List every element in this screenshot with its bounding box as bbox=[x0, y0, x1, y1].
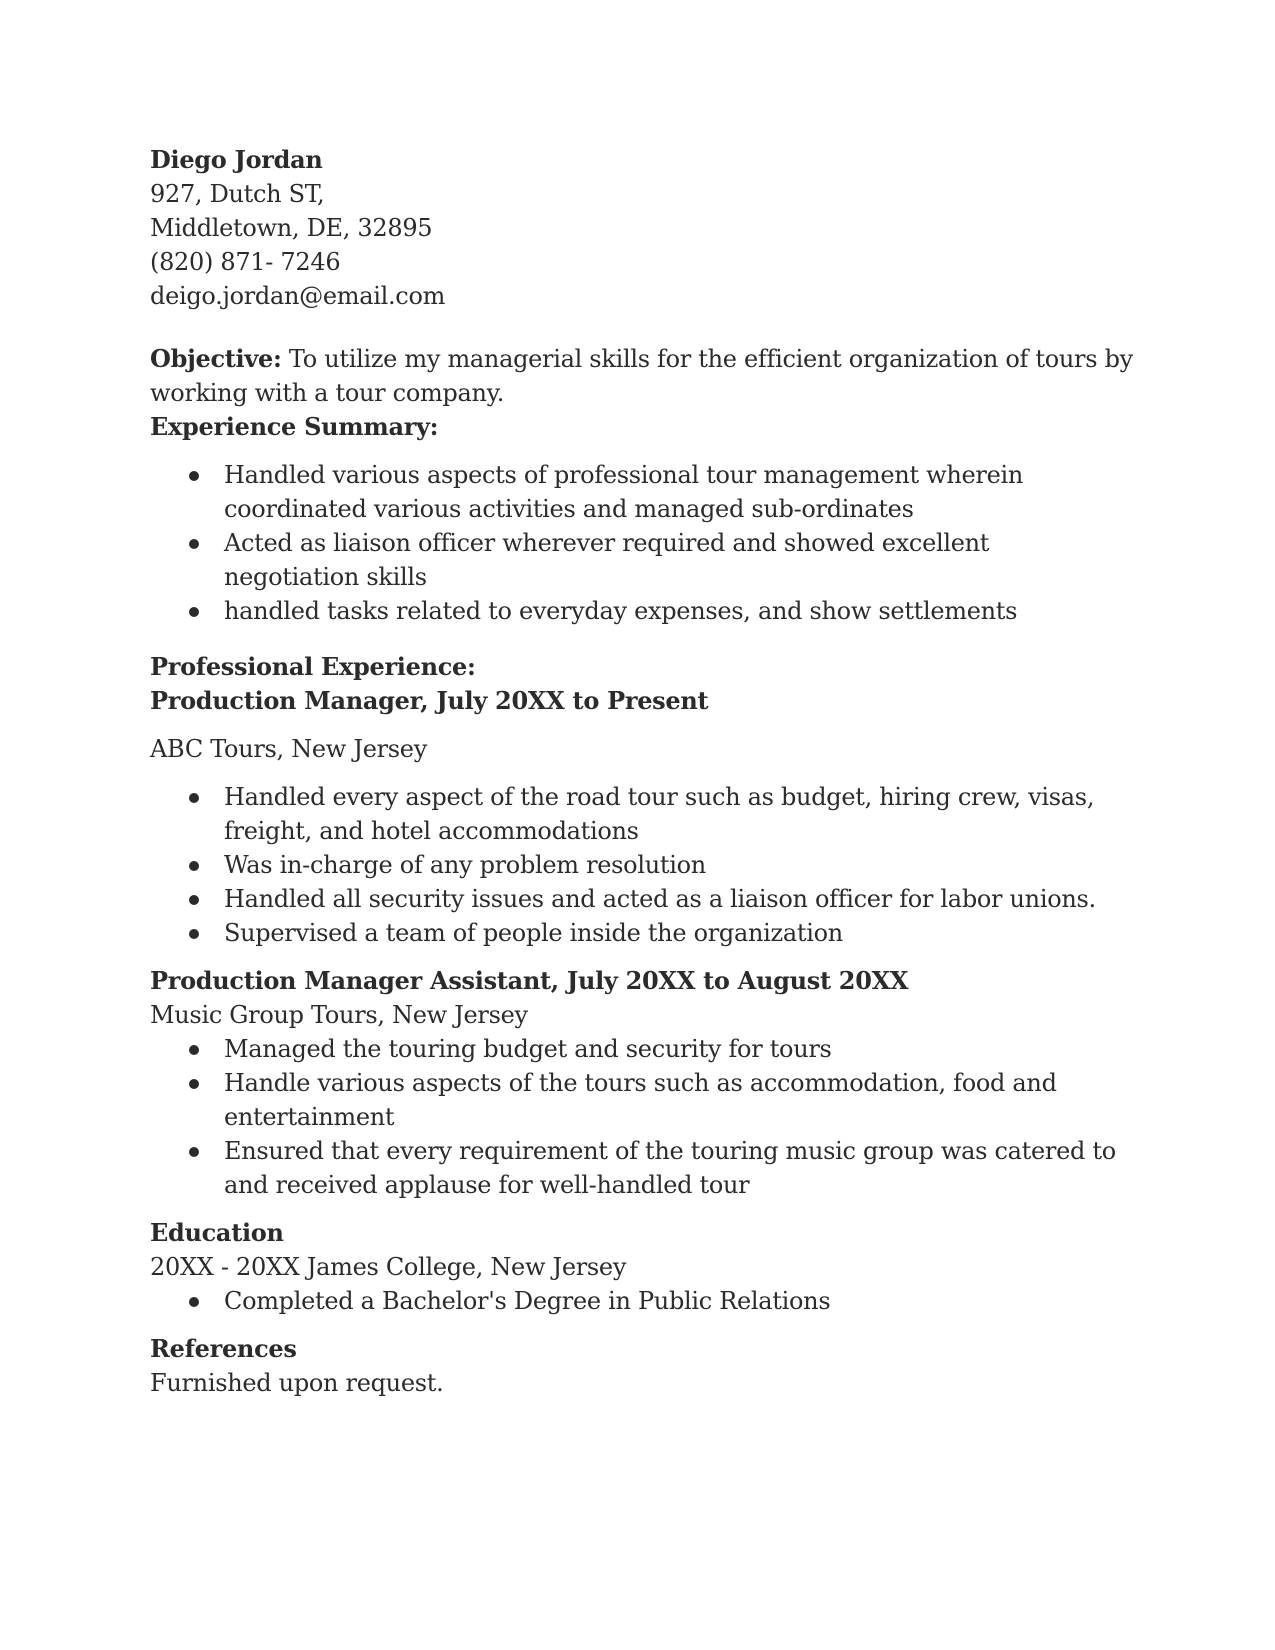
bullet-icon bbox=[189, 607, 199, 617]
list-item bbox=[150, 882, 1124, 916]
references-text: Furnished upon request. bbox=[150, 1369, 444, 1397]
summary-section bbox=[150, 410, 1150, 628]
experience-heading: Professional Experience: bbox=[150, 652, 476, 681]
education-heading: Education bbox=[150, 1218, 284, 1247]
list-item bbox=[150, 1066, 1124, 1134]
bullet-icon bbox=[189, 861, 199, 871]
resume-document bbox=[150, 143, 1150, 1400]
education-section bbox=[150, 1216, 1150, 1318]
list-item bbox=[150, 1032, 1124, 1066]
address-line-2: Middletown, DE, 32895 bbox=[150, 214, 433, 242]
list-item-text: Completed a Bachelor's Degree in Public Relations bbox=[224, 1287, 831, 1315]
objective-text-continued: working with a tour company. bbox=[150, 379, 505, 407]
list-item-text: Was in-charge of any problem resolution bbox=[224, 851, 706, 879]
list-item-text: Handled every aspect of the road tour such as budget, hiring crew, visas, freight, and hotel accommodations bbox=[224, 783, 1095, 845]
summary-heading: Experience Summary: bbox=[150, 412, 439, 441]
job-company: ABC Tours, New Jersey bbox=[150, 735, 427, 763]
bullet-icon bbox=[189, 471, 199, 481]
list-item-text: Handled various aspects of professional tour management wherein coordinated various activities and managed sub-ordinates bbox=[224, 461, 1024, 523]
list-item-text: Ensured that every requirement of the touring music group was catered to and received applause for well-handled tour bbox=[224, 1137, 1116, 1199]
bullet-icon bbox=[189, 1147, 199, 1157]
bullet-icon bbox=[189, 1297, 199, 1307]
bullet-icon bbox=[189, 1045, 199, 1055]
bullet-icon bbox=[189, 929, 199, 939]
contact-block bbox=[150, 143, 1150, 313]
experience-section bbox=[150, 650, 1150, 1202]
bullet-icon bbox=[189, 793, 199, 803]
list-item-text: Handled all security issues and acted as a liaison officer for labor unions. bbox=[224, 885, 1096, 913]
list-item bbox=[150, 594, 1124, 628]
email-address: deigo.jordan@email.com bbox=[150, 282, 446, 310]
education-line: 20XX - 20XX James College, New Jersey bbox=[150, 1253, 627, 1281]
list-item-text: Acted as liaison officer wherever required and showed excellent negotiation skills bbox=[224, 529, 990, 591]
address-line-1: 927, Dutch ST, bbox=[150, 180, 325, 208]
bullet-icon bbox=[189, 1079, 199, 1089]
objective-text: To utilize my managerial skills for the efficient organization of tours by bbox=[281, 345, 1133, 373]
list-item-text: handled tasks related to everyday expenses, and show settlements bbox=[224, 597, 1018, 625]
job-title: Production Manager Assistant, July 20XX to August 20XX bbox=[150, 966, 909, 995]
applicant-name: Diego Jordan bbox=[150, 145, 323, 174]
job-company: Music Group Tours, New Jersey bbox=[150, 1001, 528, 1029]
objective-label: Objective: bbox=[150, 344, 282, 373]
education-list bbox=[150, 1284, 1150, 1318]
list-item bbox=[150, 780, 1124, 848]
list-item bbox=[150, 526, 1124, 594]
job-duties-list bbox=[150, 780, 1150, 950]
summary-list bbox=[150, 458, 1150, 628]
list-item-text: Managed the touring budget and security for tours bbox=[224, 1035, 832, 1063]
phone-number: (820) 871- 7246 bbox=[150, 248, 341, 276]
references-section bbox=[150, 1332, 1150, 1400]
references-heading: References bbox=[150, 1334, 297, 1363]
list-item bbox=[150, 916, 1124, 950]
job-duties-list bbox=[150, 1032, 1150, 1202]
list-item bbox=[150, 1134, 1124, 1202]
list-item bbox=[150, 458, 1124, 526]
bullet-icon bbox=[189, 895, 199, 905]
list-item bbox=[150, 1284, 1124, 1318]
list-item-text: Handle various aspects of the tours such as accommodation, food and entertainment bbox=[224, 1069, 1057, 1131]
list-item bbox=[150, 848, 1124, 882]
objective-section bbox=[150, 342, 1150, 410]
job-title: Production Manager, July 20XX to Present bbox=[150, 686, 709, 715]
list-item-text: Supervised a team of people inside the organization bbox=[224, 919, 843, 947]
bullet-icon bbox=[189, 539, 199, 549]
